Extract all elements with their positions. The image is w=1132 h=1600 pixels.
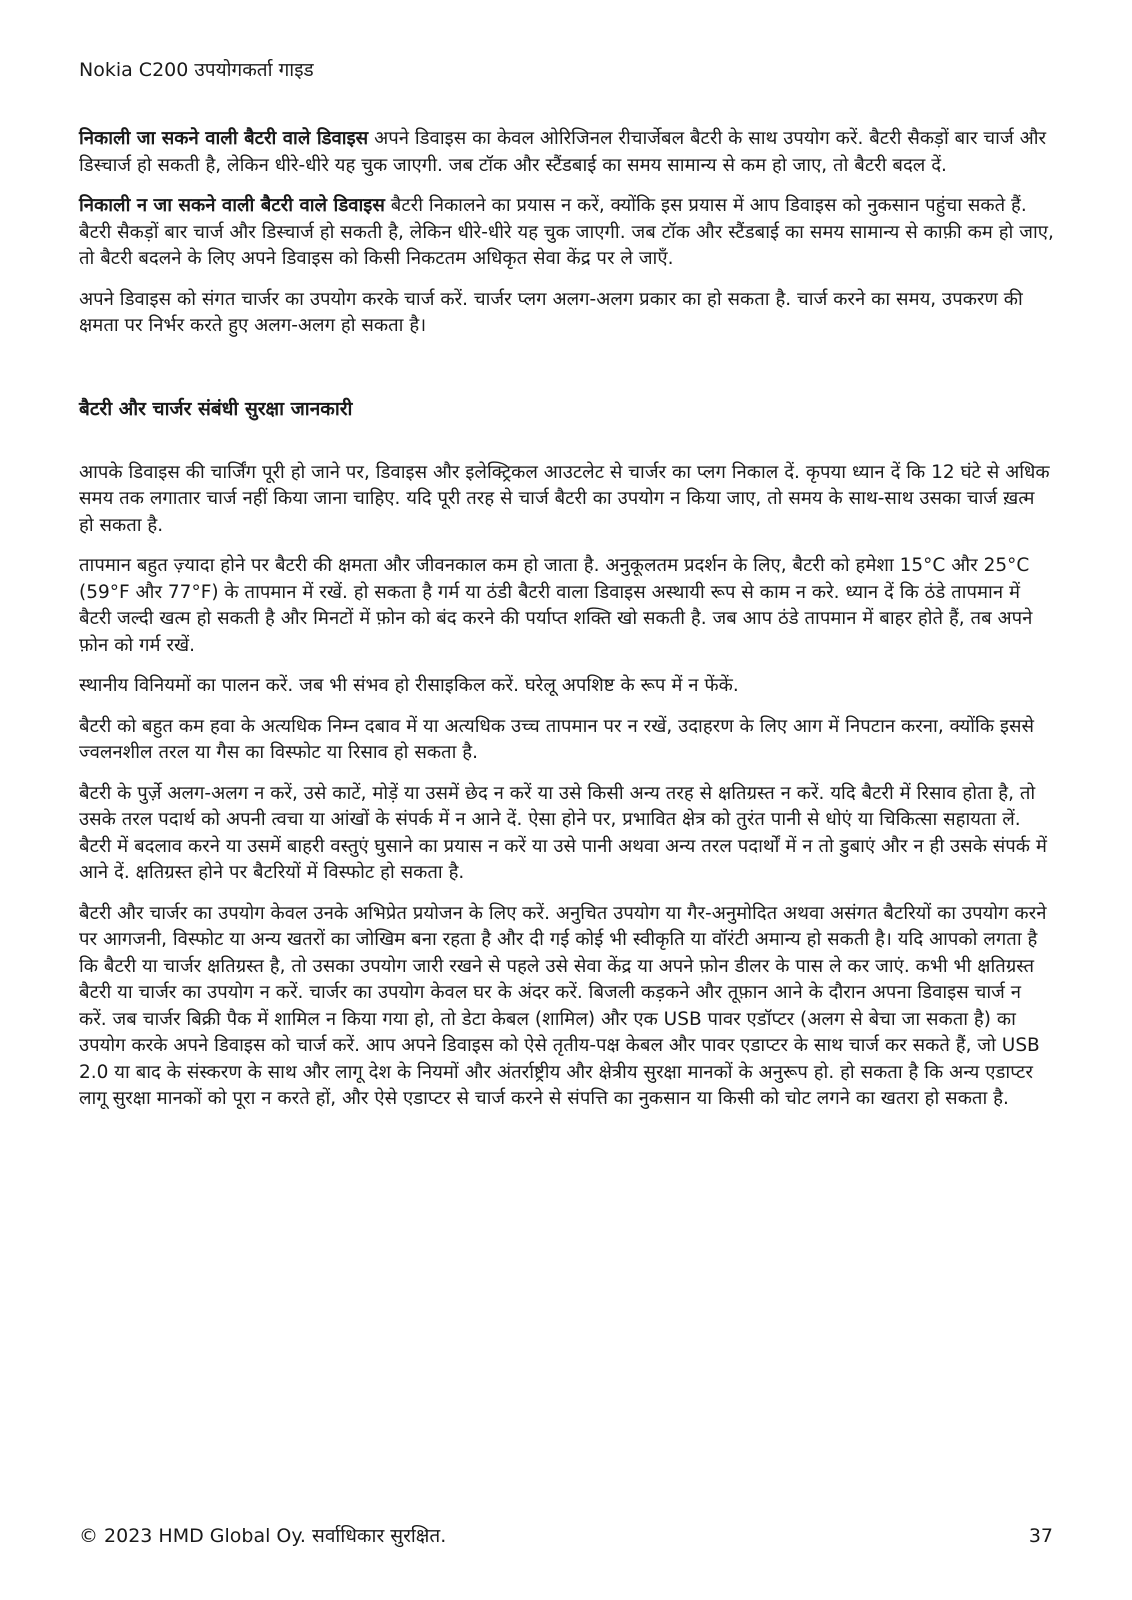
paragraph-lead: निकाली न जा सकने वाली बैटरी वाले डिवाइस	[79, 195, 385, 216]
paragraph-non-removable-battery	[79, 193, 1054, 273]
page-footer	[79, 1524, 1053, 1548]
paragraph-text: अपने डिवाइस का केवल ओरिजिनल रीचार्जेबल बैटरी के साथ उपयोग करें. बैटरी सैकड़ों बार चार्ज और डिस्चार्ज हो सकती है, लेकिन धीरे-धीरे यह चुक जाएगी. जब टॉक और स्टैंडबाई का समय सामान्य से कम हो जाए, तो बैटरी बदल दें.	[79, 128, 1047, 176]
section-heading: बैटरी और चार्जर संबंधी सुरक्षा जानकारी	[79, 397, 353, 420]
copyright-notice: © 2023 HMD Global Oy. सर्वाधिकार सुरक्षित.	[79, 1525, 447, 1547]
section-paragraph: स्थानीय विनियमों का पालन करें. जब भी संभव हो रीसाइकिल करें. घरेलू अपशिष्ट के रूप में न फेंकें.	[79, 675, 739, 696]
page-content	[79, 126, 1054, 1127]
section-paragraph: आपके डिवाइस की चार्जिंग पूरी हो जाने पर, डिवाइस और इलेक्ट्रिकल आउटलेट से चार्जर का प्लग निकाल दें. कृपया ध्यान दें कि 12 घंटे से अधिक समय तक लगातार चार्ज नहीं किया जाना चाहिए. यदि पूरी तरह से चार्ज बैटरी का उपयोग न किया जाए, तो समय के साथ-साथ उसका चार्ज ख़त्म हो सकता है.	[79, 461, 1050, 536]
paragraph-removable-battery	[79, 126, 1054, 179]
section-paragraph: तापमान बहुत ज़्यादा होने पर बैटरी की क्षमता और जीवनकाल कम हो जाता है. अनुकूलतम प्रदर्शन के लिए, बैटरी को हमेशा 15°C और 25°C (59°F और 77°F) के तापमान में रखें. हो सकता है गर्म या ठंडी बैटरी वाला डिवाइस अस्थायी रूप से काम न करे. ध्यान दें कि ठंडे तापमान में बैटरी जल्दी खत्म हो सकती है और मिनटों में फ़ोन को बंद करने की पर्याप्त शक्ति खो सकती है. जब आप ठंडे तापमान में बाहर होते हैं, तब अपने फ़ोन को गर्म रखें.	[79, 555, 1033, 656]
paragraph-charging: अपने डिवाइस को संगत चार्जर का उपयोग करके चार्ज करें. चार्जर प्लग अलग-अलग प्रकार का हो सकता है. चार्ज करने का समय, उपकरण की क्षमता पर निर्भर करते हुए अलग-अलग हो सकता है।	[79, 288, 1023, 336]
paragraph-lead: निकाली जा सकने वाली बैटरी वाले डिवाइस	[79, 128, 369, 149]
section-paragraph: बैटरी के पुर्ज़े अलग-अलग न करें, उसे काटें, मोड़ें या उसमें छेद न करें या उसे किसी अन्य तरह से क्षतिग्रस्त न करें. यदि बैटरी में रिसाव होता है, तो उसके तरल पदार्थ को अपनी त्वचा या आंखों के संपर्क में न आने दें. ऐसा होने पर, प्रभावित क्षेत्र को तुरंत पानी से धोएं या चिकित्सा सहायता लें. बैटरी में बदलाव करने या उसमें बाहरी वस्तुएं घुसाने का प्रयास न करें या उसे पानी अथवा अन्य तरल पदार्थों में न तो डुबाएं और न ही उसके संपर्क में आने दें. क्षतिग्रस्त होने पर बैटरियों में विस्फोट हो सकता है.	[79, 782, 1047, 883]
running-header: Nokia C200 उपयोगकर्ता गाइड	[79, 59, 314, 81]
section-paragraph: बैटरी को बहुत कम हवा के अत्यधिक निम्न दबाव में या अत्यधिक उच्च तापमान पर न रखें, उदाहरण के लिए आग में निपटान करना, क्योंकि इससे ज्वलनशील तरल या गैस का विस्फोट या रिसाव हो सकता है.	[79, 715, 1035, 763]
section-paragraph: बैटरी और चार्जर का उपयोग केवल उनके अभिप्रेत प्रयोजन के लिए करें. अनुचित उपयोग या गैर-अनुमोदित अथवा असंगत बैटरियों का उपयोग करने पर आगजनी, विस्फोट या अन्य खतरों का जोखिम बना रहता है और दी गई कोई भी स्वीकृति या वॉरंटी अमान्य हो सकती है। यदि आपको लगता है कि बैटरी या चार्जर क्षतिग्रस्त है, तो उसका उपयोग जारी रखने से पहले उसे सेवा केंद्र या अपने फ़ोन डीलर के पास ले कर जाएं. कभी भी क्षतिग्रस्त बैटरी या चार्जर का उपयोग न करें. चार्जर का उपयोग केवल घर के अंदर करें. बिजली कड़कने और तूफ़ान आने के दौरान अपना डिवाइस चार्ज न करें. जब चार्जर बिक्री पैक में शामिल न किया गया हो, तो डेटा केबल (शामिल) और एक USB पावर एडॉप्टर (अलग से बेचा जा सकता है) का उपयोग करके अपने डिवाइस को चार्ज करें. आप अपने डिवाइस को ऐसे तृतीय-पक्ष केबल और पावर एडाप्टर के साथ चार्ज कर सकते हैं, जो USB 2.0 या बाद के संस्करण के साथ और लागू देश के नियमों और अंतर्राष्ट्रीय और क्षेत्रीय सुरक्षा मानकों के अनुरूप हो. हो सकता है कि अन्य एडाप्टर लागू सुरक्षा मानकों को पूरा न करते हों, और ऐसे एडाप्टर से चार्ज करने से संपत्ति का नुकसान या किसी को चोट लगने का खतरा हो सकता है.	[79, 902, 1047, 1109]
paragraph-text: बैटरी निकालने का प्रयास न करें, क्योंकि इस प्रयास में आप डिवाइस को नुकसान पहुंचा सकते हैं. बैटरी सैकड़ों बार चार्ज और डिस्चार्ज हो सकती है, लेकिन धीरे-धीरे यह चुक जाएगी. जब टॉक और स्टैंडबाई का समय सामान्य से काफ़ी कम हो जाए, तो बैटरी बदलने के लिए अपने डिवाइस को किसी निकटतम अधिकृत सेवा केंद्र पर ले जाएँ.	[79, 195, 1054, 269]
page-number: 37	[1028, 1525, 1053, 1547]
